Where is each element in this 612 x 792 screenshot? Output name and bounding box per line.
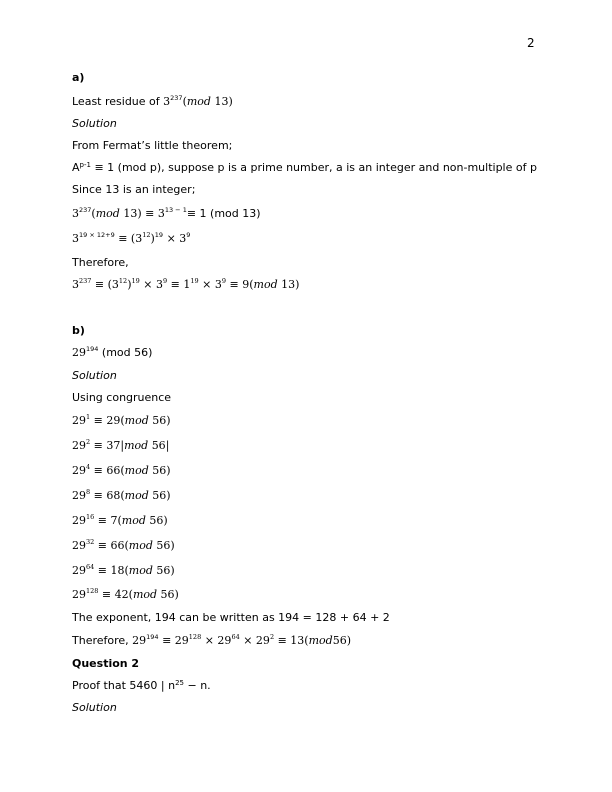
part-b-final: Therefore, $29^{194} \equiv 29^{128} \times 29^{64} \times 29^2 \equiv 13(mod56)$ [72, 633, 351, 647]
congruence-row: $29^{16} \equiv 7(mod$ 56) [72, 513, 168, 527]
step-3: $3^{237} \equiv (3^{12})^{19} \times 3^9 \equiv 1^{19} \times 3^9 \equiv 9(mod$ 13) [72, 277, 300, 291]
step-1: $3^{237}(mod$ $13) \equiv 3^{13 - 1}\equiv 1$ (mod 13) [72, 206, 261, 220]
since-text: Since 13 is an integer; [72, 183, 196, 196]
therefore-text: Therefore, [72, 256, 129, 269]
congruence-row: $29^{128} \equiv 42(mod$ 56) [72, 587, 179, 601]
part-b-problem: $29^{194}$ (mod 56) [72, 345, 153, 359]
congruence-row: $29^{64} \equiv 18(mod$ 56) [72, 563, 175, 577]
question-2-heading: Question 2 [72, 657, 140, 670]
step-2: $3^{19 \times 12+9} \equiv (3^{12})^{19} \times 3^9$ [72, 231, 191, 245]
problem-exp: 237 [170, 94, 183, 102]
page-number: 2 [527, 36, 535, 50]
question-2-proof: Proof that 5460 | $n^{25} - n$. [72, 679, 211, 692]
exponent-text: The exponent, 194 can be written as 194 = 128 + 64 + 2 [72, 611, 390, 624]
congruence-row: $29^{32} \equiv 66(mod$ 56) [72, 538, 175, 552]
part-a-heading: a) [72, 71, 85, 84]
problem-base: 3 [163, 95, 171, 108]
theorem-intro: From Fermat’s little theorem; [72, 139, 233, 152]
congruence-row: $29^8 \equiv 68(mod$ 56) [72, 488, 171, 502]
theorem-rest: ≡ 1 (mod p), suppose p is a prime number, a is an integer and non-multiple of p [90, 161, 537, 174]
part-a-solution-label: Solution [72, 117, 117, 130]
theorem-statement [72, 161, 537, 175]
part-a-problem [72, 95, 233, 109]
question-2-solution-label: Solution [72, 701, 117, 714]
theorem-exp: p-1 [79, 161, 91, 169]
problem-mod-expr: (mod 13) [182, 95, 233, 108]
using-congruence: Using congruence [72, 391, 172, 404]
congruence-row: $29^4 \equiv 66(mod$ 56) [72, 463, 171, 477]
problem-text: Least residue of [72, 95, 164, 108]
part-b-heading: b) [72, 324, 85, 337]
theorem-base: A [72, 161, 80, 174]
congruence-row: $29^2 \equiv 37|mod$ 56| [72, 438, 170, 452]
congruence-row: $29^1 \equiv 29(mod$ 56) [72, 413, 171, 427]
part-b-solution-label: Solution [72, 369, 117, 382]
